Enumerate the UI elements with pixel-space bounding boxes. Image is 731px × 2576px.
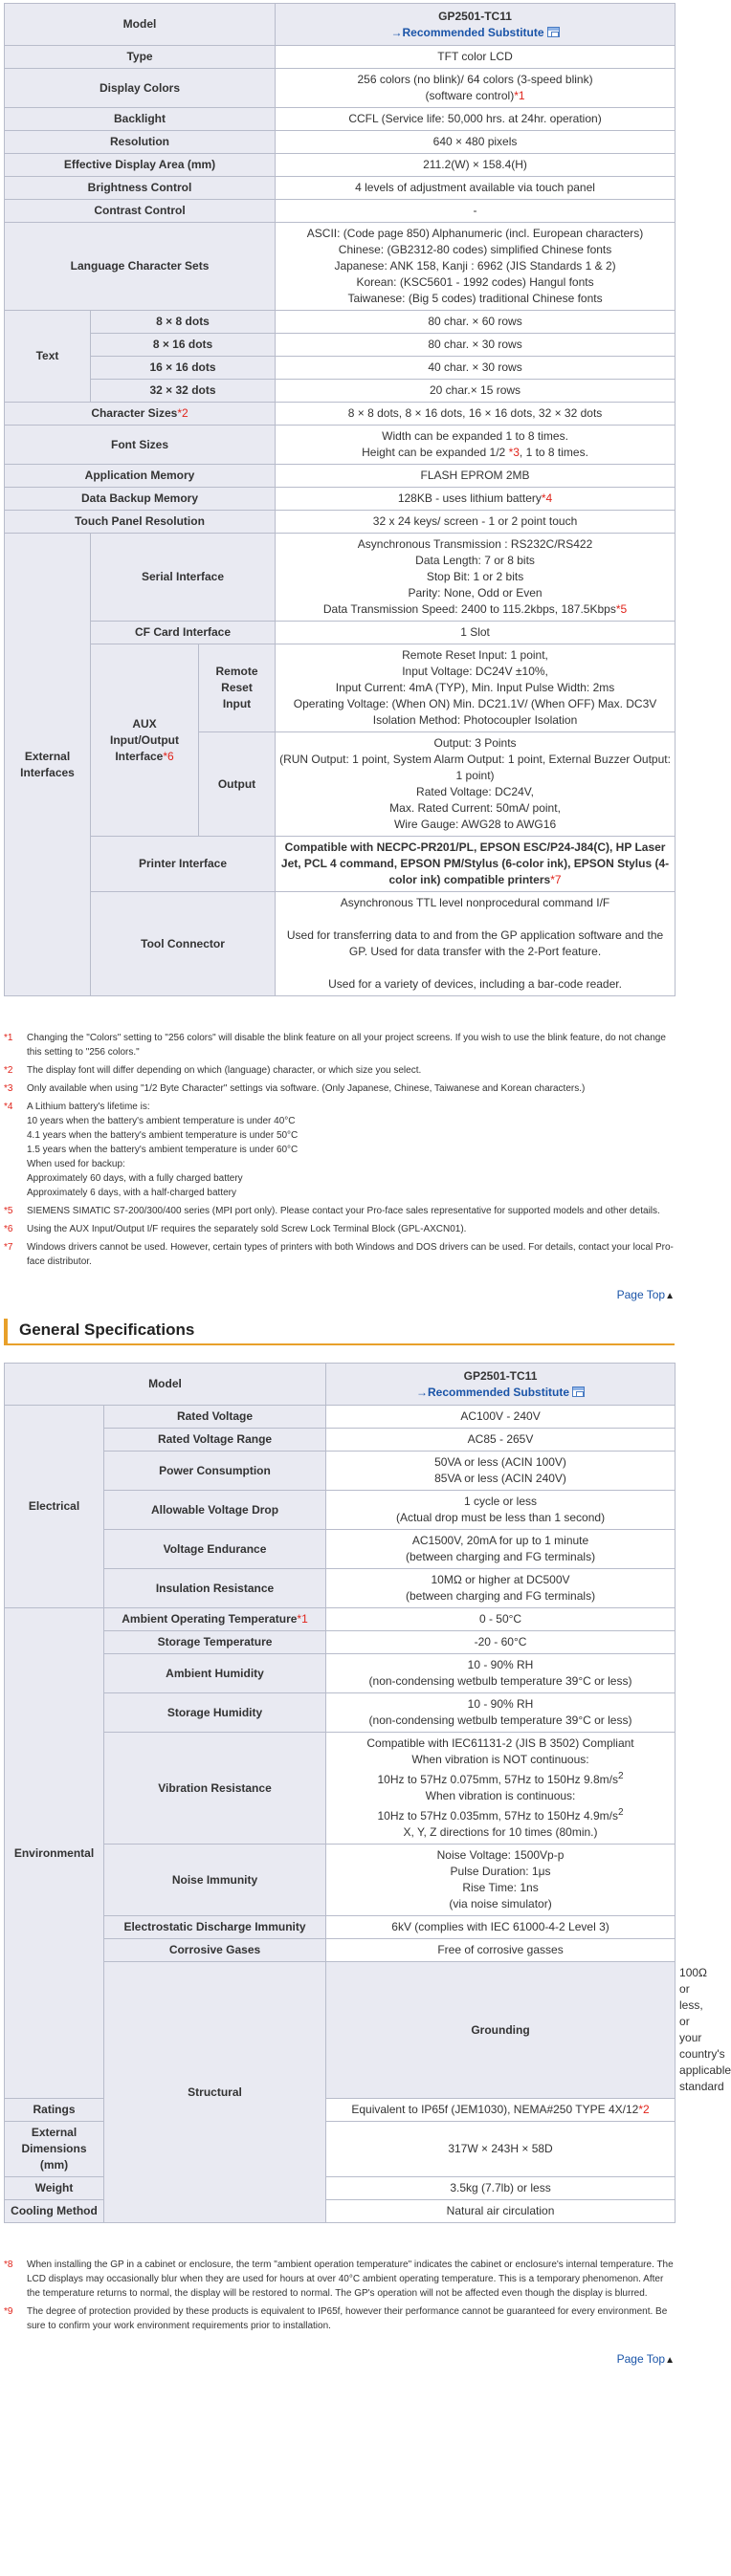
- rated-voltage-value: AC100V - 240V: [326, 1406, 676, 1429]
- drop-line2: (Actual drop must be less than 1 second): [395, 1511, 606, 1524]
- resolution-value: 640 × 480 pixels: [276, 131, 676, 154]
- serial-line: Data Transmission Speed: 2400 to 115.2kbps, 187.5Kbps: [322, 602, 616, 616]
- backup-memory-text: 128KB - uses lithium battery: [397, 491, 542, 505]
- remote-label-line2: Reset: [221, 681, 253, 694]
- char-sizes-label: [5, 403, 276, 426]
- contrast-value: -: [276, 200, 676, 223]
- vibration-line: 10Hz to 57Hz 0.075mm, 57Hz to 150Hz 9.8m/s: [377, 1773, 618, 1786]
- ambient-op-temp-text: Ambient Operating Temperature: [122, 1612, 298, 1626]
- font-sizes-value: [276, 426, 676, 465]
- esd-label: Electrostatic Discharge Immunity: [104, 1916, 326, 1939]
- serial-line: Asynchronous Transmission : RS232C/RS422: [357, 537, 593, 551]
- footnote: [4, 1100, 675, 1200]
- remote-line: Operating Voltage: (When ON) Min. DC21.1V/ (When OFF) Max. DC3V: [293, 697, 657, 710]
- font-sizes-line2b: , 1 to 8 times.: [519, 446, 588, 459]
- aux-label-line3: Interface: [115, 749, 164, 763]
- language-line: ASCII: (Code page 850) Alphanumeric (incl. European characters): [306, 227, 644, 240]
- model-label: Model: [5, 4, 276, 46]
- footnote: [4, 1204, 675, 1218]
- ambient-hum-line2: (non-condensing wetbulb temperature 39°C or less): [368, 1674, 632, 1688]
- recommended-substitute-link[interactable]: Recommended Substitute: [402, 25, 544, 39]
- language-value: [276, 223, 676, 311]
- gen-model-label: Model: [5, 1364, 326, 1406]
- footnote-text: Changing the "Colors" setting to "256 colors" will disable the blink feature on all your project screens. If you wish to use the blink feature, do not change this setting to "256 colors.": [27, 1033, 666, 1058]
- storage-humidity-value: [326, 1693, 676, 1733]
- remote-reset-value: [276, 644, 676, 732]
- language-line: Chinese: (GB2312-80 codes) simplified Chinese fonts: [338, 243, 612, 256]
- footnote-text: The display font will differ depending on which (language) character, or which size you select.: [27, 1065, 422, 1076]
- text-value-8x16: 80 char. × 30 rows: [276, 334, 676, 357]
- footnote: [4, 1031, 675, 1059]
- storage-temp-value: -20 - 60°C: [326, 1631, 676, 1654]
- external-interfaces-label: [5, 534, 91, 996]
- ambient-op-temp-value: 0 - 50°C: [326, 1608, 676, 1631]
- insulation-line2: (between charging and FG terminals): [405, 1589, 596, 1603]
- aux-label-line2: Input/Output: [110, 732, 179, 747]
- note-ref-4: *4: [541, 491, 553, 505]
- weight-label: Weight: [5, 2177, 104, 2200]
- ambient-hum-line1: 10 - 90% RH: [467, 1658, 534, 1671]
- gen-substitute-arrow: →: [416, 1385, 428, 1399]
- tool-connector-value: [276, 892, 676, 996]
- insulation-label: Insulation Resistance: [104, 1569, 326, 1608]
- noise-line: Noise Voltage: 1500Vp-p: [436, 1848, 565, 1862]
- rated-voltage-range-value: AC85 - 265V: [326, 1429, 676, 1452]
- page-content: [4, 3, 731, 2366]
- remote-reset-label: [199, 644, 276, 732]
- ambient-humidity-value: [326, 1654, 676, 1693]
- structural-label: Structural: [104, 1962, 326, 2223]
- insulation-line1: 10MΩ or higher at DC500V: [431, 1573, 570, 1586]
- font-sizes-line1: Width can be expanded 1 to 8 times.: [382, 429, 568, 443]
- display-area-label: Effective Display Area (mm): [5, 154, 276, 177]
- up-arrow-icon[interactable]: ▲: [665, 1291, 675, 1301]
- language-label: Language Character Sets: [5, 223, 276, 311]
- power-consumption-value: [326, 1452, 676, 1491]
- remote-line: Isolation Method: Photocoupler Isolation: [372, 713, 578, 727]
- ratings-label: Ratings: [5, 2099, 104, 2122]
- tool-connector-label: Tool Connector: [91, 892, 276, 996]
- vibration-sup: 2: [617, 1771, 624, 1781]
- display-colors-label: Display Colors: [5, 69, 276, 108]
- remote-line: Remote Reset Input: 1 point,: [402, 648, 548, 662]
- drop-line1: 1 cycle or less: [464, 1495, 538, 1508]
- text-size-8x16: 8 × 16 dots: [91, 334, 276, 357]
- external-label-line2: Interfaces: [20, 765, 75, 779]
- vibration-label: Vibration Resistance: [104, 1733, 326, 1845]
- environmental-label: Environmental: [5, 1608, 104, 2099]
- noise-line: Rise Time: 1ns: [462, 1881, 539, 1894]
- general-specs-heading: General Specifications: [4, 1319, 675, 1345]
- noise-line: Pulse Duration: 1μs: [450, 1865, 551, 1878]
- note-ref-1: *1: [514, 89, 525, 102]
- brightness-label: Brightness Control: [5, 177, 276, 200]
- gen-model-value-cell: [326, 1364, 676, 1406]
- electrical-label: Electrical: [5, 1406, 104, 1608]
- footnote-text: A Lithium battery's lifetime is: 10 years when the battery's ambient temperature is under 40°C 4.1 years when the battery's ambient temperature is under 50°C 1.5 years when the battery's ambient temperature is under 60°C When used for backup: Approximately 60 days, with a fully charged battery Approximately 6 days, with a half-charged battery: [27, 1102, 299, 1198]
- new-window-icon[interactable]: [547, 27, 560, 37]
- footnote-mark: *4: [4, 1102, 13, 1112]
- cf-card-label: CF Card Interface: [91, 622, 276, 644]
- power-line2: 85VA or less (ACIN 240V): [434, 1472, 566, 1485]
- new-window-icon[interactable]: [572, 1386, 585, 1397]
- footnote-text: The degree of protection provided by these products is equivalent to IP65f, however their performance cannot be guaranteed for every environment. Be sure to confirm your work environment requirements prior to installation.: [27, 2306, 668, 2331]
- footnote-mark: *3: [4, 1083, 13, 1094]
- char-sizes-value: 8 × 8 dots, 8 × 16 dots, 16 × 16 dots, 32 × 32 dots: [276, 403, 676, 426]
- gen-model-value: GP2501-TC11: [463, 1368, 538, 1383]
- footnote-mark: *6: [4, 1224, 13, 1234]
- up-arrow-icon[interactable]: ▲: [665, 2355, 675, 2366]
- endurance-line1: AC1500V, 20mA for up to 1 minute: [411, 1534, 589, 1547]
- substitute-arrow: →: [390, 25, 403, 39]
- vibration-line: When vibration is continuous:: [425, 1789, 576, 1802]
- corrosive-label: Corrosive Gases: [104, 1939, 326, 1962]
- dimensions-value: 317W × 243H × 58D: [326, 2122, 676, 2177]
- backlight-value: CCFL (Service life: 50,000 hrs. at 24hr. operation): [276, 108, 676, 131]
- cooling-label: Cooling Method: [5, 2200, 104, 2223]
- storage-temp-label: Storage Temperature: [104, 1631, 326, 1654]
- backup-memory-label: Data Backup Memory: [5, 488, 276, 511]
- footnotes-1: [4, 1031, 675, 1269]
- ratings-text: Equivalent to IP65f (JEM1030), NEMA#250 TYPE 4X/12: [351, 2103, 639, 2116]
- page-top-label[interactable]: Page Top: [616, 2352, 666, 2366]
- tool-paragraph: Used for a variety of devices, including a bar-code reader.: [328, 977, 622, 991]
- voltage-drop-value: [326, 1491, 676, 1530]
- output-line: Rated Voltage: DC24V,: [416, 785, 535, 798]
- rated-voltage-range-label: Rated Voltage Range: [104, 1429, 326, 1452]
- power-line1: 50VA or less (ACIN 100V): [434, 1455, 566, 1469]
- serial-line: Parity: None, Odd or Even: [408, 586, 543, 600]
- language-line: Taiwanese: (Big 5 codes) traditional Chinese fonts: [347, 292, 603, 305]
- footnote-mark: *8: [4, 2259, 13, 2270]
- char-sizes-label-text: Character Sizes: [91, 406, 178, 420]
- vibration-line: Compatible with IEC61131-2 (JIS B 3502) Compliant: [366, 1736, 634, 1750]
- footnote: [4, 1240, 675, 1269]
- display-colors-value: [276, 69, 676, 108]
- backlight-label: Backlight: [5, 108, 276, 131]
- vibration-sup: 2: [617, 1807, 624, 1818]
- vibration-line: X, Y, Z directions for 10 times (80min.): [403, 1825, 598, 1839]
- page-top-link-bottom[interactable]: [4, 2352, 675, 2366]
- vibration-line: When vibration is NOT continuous:: [411, 1753, 589, 1766]
- gen-model-row: [5, 1364, 676, 1406]
- endurance-line2: (between charging and FG terminals): [405, 1550, 596, 1563]
- text-value-16x16: 40 char. × 30 rows: [276, 357, 676, 380]
- serial-interface-value: [276, 534, 676, 622]
- page-top-link[interactable]: [4, 1288, 675, 1301]
- footnotes-2: [4, 2258, 675, 2333]
- font-sizes-line2a: Height can be expanded 1/2: [362, 446, 509, 459]
- aux-label-line1: AUX: [132, 716, 157, 731]
- app-memory-label: Application Memory: [5, 465, 276, 488]
- output-value: [276, 732, 676, 837]
- serial-line: Stop Bit: 1 or 2 bits: [426, 570, 524, 583]
- noise-immunity-value: [326, 1845, 676, 1916]
- serial-line: Data Length: 7 or 8 bits: [415, 554, 535, 567]
- general-spec-table: Model GP2501-TC11 →Recommended Substitute Electrical Rated Voltage AC100V - 240V Rated Voltage Range AC85 - 265V Power Consumption 50VA or less (ACIN 100V) 85VA or less (ACIN 240V) Allowable Voltage Drop 1 cycle or less (Actual drop must be less than 1 second) Voltage Endurance AC1500V, 20mA for up to 1 minute (between charging and FG terminals) Insulation Resistance 10MΩ or higher at DC500V (between charging and FG terminals) Environmental Ambient Operating Temperature*1 0 - 50°C Storage Temperature -20 - 60°C Ambient Humidity 10 - 90% RH (non-condensing wetbulb temperature 39°C or less) Storage Humidity 10 - 90% RH (non-condensing wetbulb temperature 39°C or less) Vibration Resistance Compatible with IEC61131-2 (JIS B 3502) Compliant When vibration is NOT continuous: 10Hz to 57Hz 0.075mm, 57Hz to 150Hz $9.8m/s^2$ When vibration is continuous: 10Hz to 57Hz 0.035mm, 57Hz to 150Hz $4.9m/s^2$ X, Y, Z directions for 10 times (80min.) Noise Immunity Noise Voltage: 1500Vp-p Pulse Duration: 1μs Rise Time: 1ns (via noise simulator) Electrostatic Discharge Immunity 6kV (complies with IEC 61000-4-2 Level 3) Corrosive Gases Free of corrosive gasses Structural Grounding 100Ω or less, or your country's applicable standard Ratings Equivalent to IP65f (JEM1030), NEMA#250 TYPE 4X/12*2 External Dimensions (mm) 317W × 243H × 58D Weight 3.5kg (7.7lb) or less Cooling Method Natural air circulation: [4, 1363, 676, 2223]
- ambient-humidity-label: Ambient Humidity: [104, 1654, 326, 1693]
- font-sizes-label: Font Sizes: [5, 426, 276, 465]
- noise-line: (via noise simulator): [449, 1897, 552, 1910]
- remote-label-line3: Input: [222, 697, 252, 710]
- storage-humidity-label: Storage Humidity: [104, 1693, 326, 1733]
- storage-hum-line1: 10 - 90% RH: [467, 1697, 534, 1711]
- language-line: Korean: (KSC5601 - 1992 codes) Hangul fonts: [356, 275, 594, 289]
- footnote-mark: *1: [4, 1033, 13, 1043]
- remote-label-line1: Remote: [215, 665, 258, 678]
- printer-interface-value: [276, 837, 676, 892]
- text-size-32x32: 32 × 32 dots: [91, 380, 276, 403]
- output-label: Output: [199, 732, 276, 837]
- ambient-op-temp-label: [104, 1608, 326, 1631]
- resolution-label: Resolution: [5, 131, 276, 154]
- model-value-cell: [276, 4, 676, 46]
- serial-interface-label: Serial Interface: [91, 534, 276, 622]
- text-size-8x8: 8 × 8 dots: [91, 311, 276, 334]
- weight-value: 3.5kg (7.7lb) or less: [326, 2177, 676, 2200]
- backup-memory-value: [276, 488, 676, 511]
- footnote-mark: *7: [4, 1242, 13, 1253]
- note-ref-8: *1: [297, 1612, 308, 1626]
- note-ref-6: *6: [163, 749, 174, 763]
- note-ref-5: *5: [615, 602, 628, 616]
- footnote-text: When installing the GP in a cabinet or enclosure, the term "ambient operation temperature" indicates the cabinet or enclosure's internal temperature. The LCD displays may occasionally blur when they are used for hours at over 40°C ambient operating temperature. This is a temporary phenomenon. After the temperature returns to normal, the display will be restored to normal. The GP's operation will not be affected even though the display is blurred.: [27, 2259, 674, 2299]
- type-label: Type: [5, 46, 276, 69]
- vibration-line: 10Hz to 57Hz 0.035mm, 57Hz to 150Hz 4.9m/s: [377, 1809, 618, 1823]
- display-colors-line1: 256 colors (no blink)/ 64 colors (3-speed blink): [357, 73, 593, 86]
- footnote-text: Only available when using "1/2 Byte Character" settings via software. (Only Japanese, Chinese, Taiwanese and Korean characters.): [27, 1083, 586, 1094]
- power-consumption-label: Power Consumption: [104, 1452, 326, 1491]
- footnote: [4, 1063, 675, 1078]
- output-line: (RUN Output: 1 point, System Alarm Output: 1 point, External Buzzer Output: 1 point): [279, 753, 671, 782]
- note-ref-9: *2: [638, 2103, 650, 2116]
- footnote-text: Windows drivers cannot be used. However, certain types of printers with both Windows and DOS drivers can be used. For details, contact your local Pro-face distributor.: [27, 1242, 674, 1267]
- type-value: TFT color LCD: [276, 46, 676, 69]
- footnote-mark: *2: [4, 1065, 13, 1076]
- footnote: [4, 2258, 675, 2301]
- footnote-text: SIEMENS SIMATIC S7-200/300/400 series (MPI port only). Please contact your Pro-face sales representative for supported models and other details.: [27, 1206, 660, 1216]
- display-colors-line2: (software control): [425, 89, 515, 102]
- noise-immunity-label: Noise Immunity: [104, 1845, 326, 1916]
- vibration-value: [326, 1733, 676, 1845]
- voltage-endurance-value: [326, 1530, 676, 1569]
- corrosive-value: Free of corrosive gasses: [326, 1939, 676, 1962]
- printer-interface-label: Printer Interface: [91, 837, 276, 892]
- footnote: [4, 2304, 675, 2333]
- model-row: [5, 4, 676, 46]
- dimensions-label: External Dimensions (mm): [5, 2122, 104, 2177]
- insulation-value: [326, 1569, 676, 1608]
- aux-io-label: [91, 644, 199, 837]
- text-value-8x8: 80 char. × 60 rows: [276, 311, 676, 334]
- cf-card-value: 1 Slot: [276, 622, 676, 644]
- page-top-label[interactable]: Page Top: [616, 1288, 666, 1301]
- esd-value: 6kV (complies with IEC 61000-4-2 Level 3): [326, 1916, 676, 1939]
- note-ref-7: *7: [550, 873, 562, 886]
- text-value-32x32: 20 char.× 15 rows: [276, 380, 676, 403]
- language-line: Japanese: ANK 158, Kanji : 6962 (JIS Standards 1 & 2): [334, 259, 616, 273]
- display-spec-table: [4, 3, 676, 996]
- app-memory-value: FLASH EPROM 2MB: [276, 465, 676, 488]
- brightness-value: 4 levels of adjustment available via touch panel: [276, 177, 676, 200]
- touch-res-label: Touch Panel Resolution: [5, 511, 276, 534]
- tool-paragraph: Asynchronous TTL level nonprocedural command I/F: [340, 896, 610, 909]
- contrast-label: Contrast Control: [5, 200, 276, 223]
- touch-res-value: 32 x 24 keys/ screen - 1 or 2 point touch: [276, 511, 676, 534]
- note-ref-3: *3: [508, 446, 520, 459]
- cooling-value: Natural air circulation: [326, 2200, 676, 2223]
- storage-hum-line2: (non-condensing wetbulb temperature 39°C or less): [368, 1714, 632, 1727]
- ratings-value: [326, 2099, 676, 2122]
- gen-recommended-substitute-link[interactable]: Recommended Substitute: [428, 1385, 570, 1399]
- remote-line: Input Current: 4mA (TYP), Min. Input Pulse Width: 2ms: [335, 681, 615, 694]
- note-ref-2: *2: [177, 406, 188, 420]
- remote-line: Input Voltage: DC24V ±10%,: [402, 665, 548, 678]
- text-label: Text: [5, 311, 91, 403]
- footnote-mark: *5: [4, 1206, 13, 1216]
- external-label-line1: External: [24, 749, 71, 763]
- printer-text: Compatible with NECPC-PR201/PL, EPSON ESC/P24-J84(C), HP Laser Jet, PCL 4 command, EPSON PM/Stylus (6-color ink), EPSON Stylus (4-color ink) compatible printers: [280, 840, 670, 886]
- footnote: [4, 1222, 675, 1236]
- display-area-value: 211.2(W) × 158.4(H): [276, 154, 676, 177]
- output-line: Wire Gauge: AWG28 to AWG16: [393, 818, 557, 831]
- voltage-drop-label: Allowable Voltage Drop: [104, 1491, 326, 1530]
- model-value: GP2501-TC11: [438, 9, 512, 23]
- voltage-endurance-label: Voltage Endurance: [104, 1530, 326, 1569]
- footnote-text: Using the AUX Input/Output I/F requires the separately sold Screw Lock Terminal Block (GPL-AXCN01).: [27, 1224, 467, 1234]
- footnote: [4, 1081, 675, 1096]
- text-size-16x16: 16 × 16 dots: [91, 357, 276, 380]
- footnote-mark: *9: [4, 2306, 13, 2317]
- grounding-label: Grounding: [326, 1962, 676, 2099]
- output-line: Output: 3 Points: [433, 736, 517, 750]
- tool-paragraph: Used for transferring data to and from the GP application software and the GP. Used for data transfer with the 2-Port feature.: [286, 928, 664, 958]
- rated-voltage-label: Rated Voltage: [104, 1406, 326, 1429]
- output-line: Max. Rated Current: 50mA/ point,: [389, 801, 561, 815]
